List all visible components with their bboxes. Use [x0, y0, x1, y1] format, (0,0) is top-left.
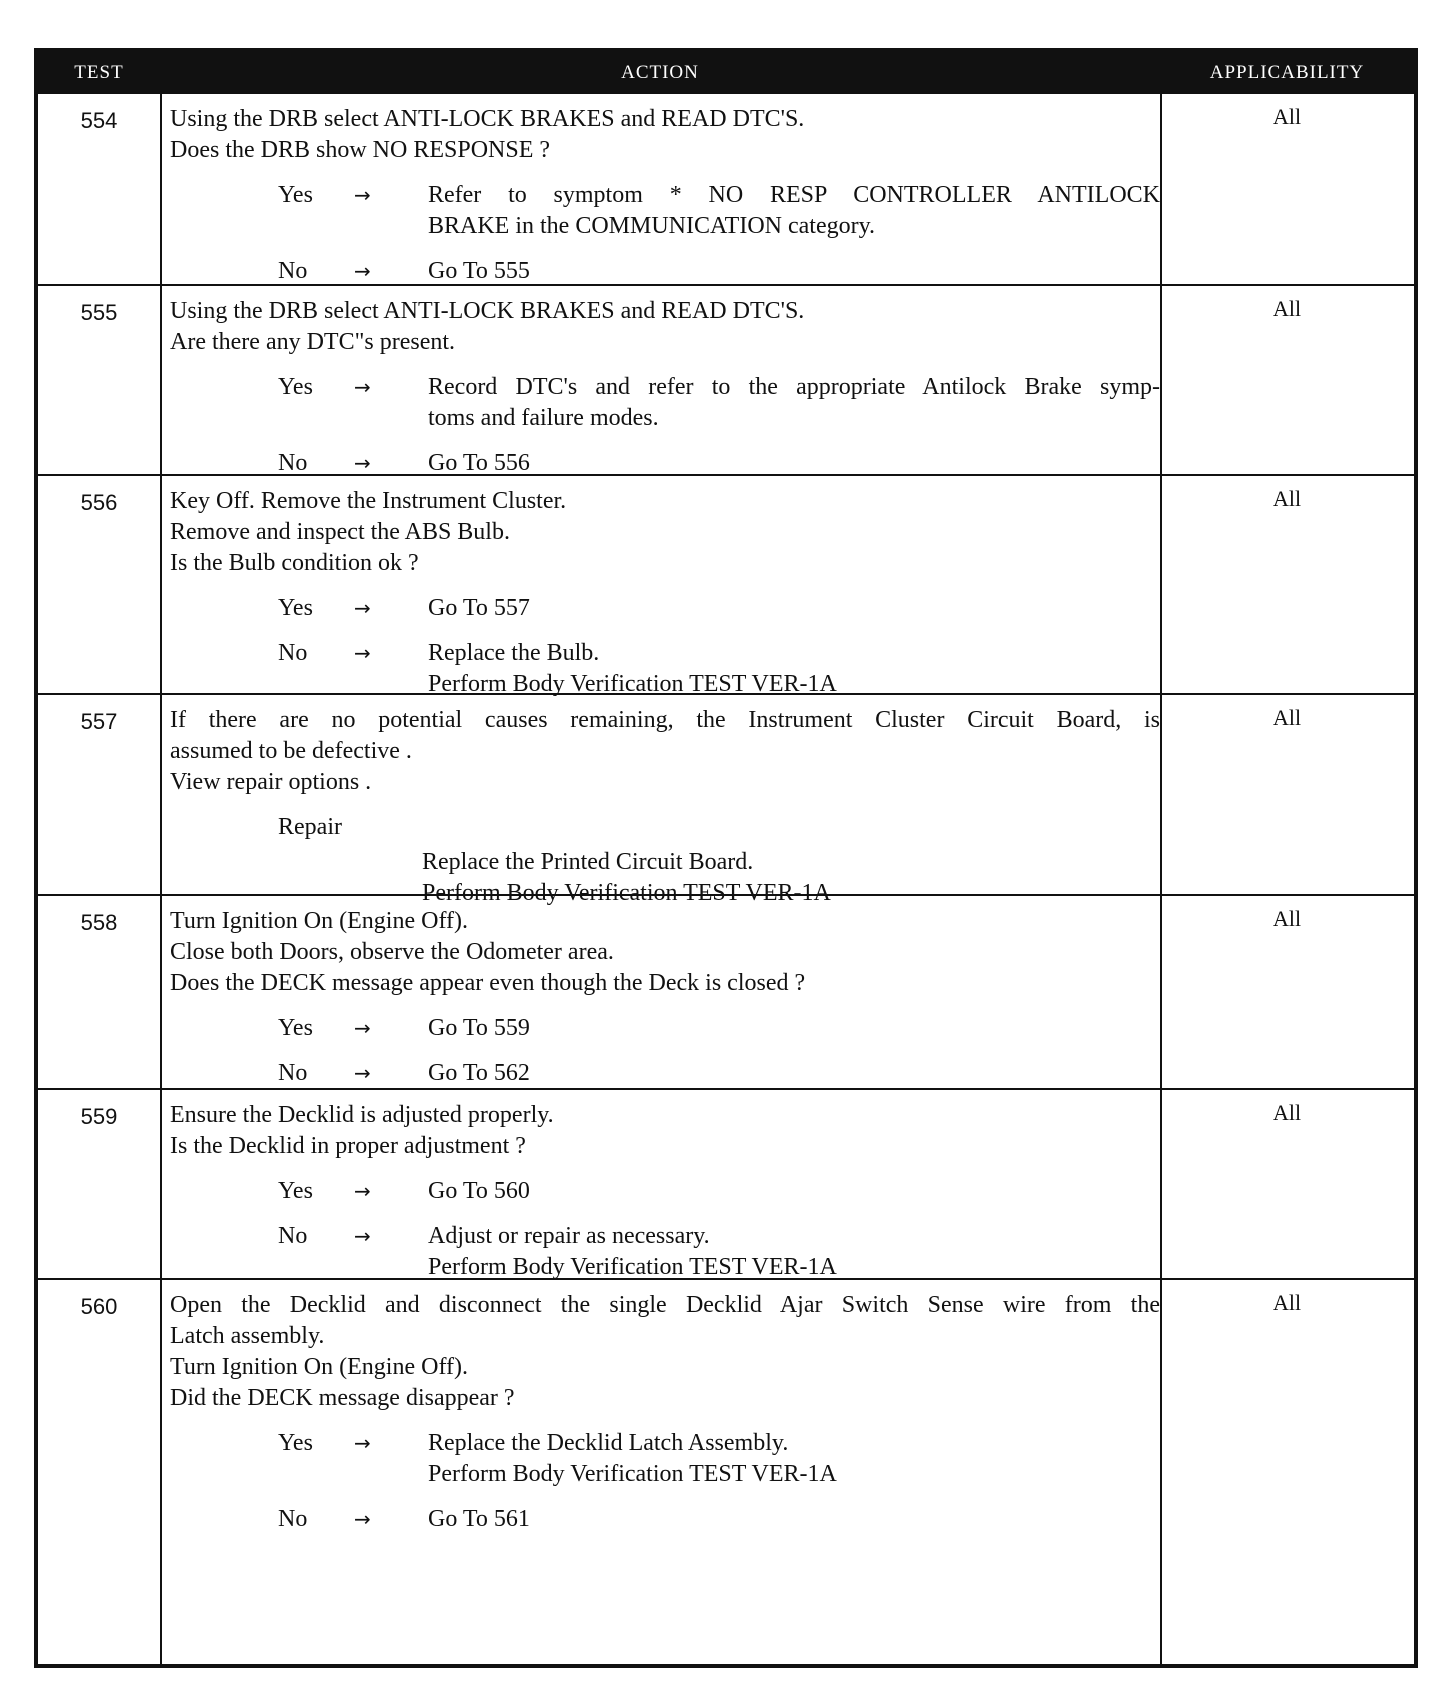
result-line: Go To 559 [428, 1015, 530, 1041]
test-number: 555 [80, 300, 118, 325]
no-branch [170, 1504, 1160, 1535]
yes-branch [170, 593, 1160, 624]
question-line: Are there any DTC"s present. [170, 329, 456, 355]
no-result [428, 1504, 1160, 1535]
yes-result [428, 1176, 1160, 1207]
table-row [38, 474, 1414, 695]
no-label: No [278, 1223, 308, 1249]
yes-result [428, 1428, 1160, 1490]
arrow-icon: → [354, 1061, 371, 1085]
result-line: Go To 562 [428, 1060, 530, 1086]
yes-label: Yes [278, 595, 313, 621]
question-line: Turn Ignition On (Engine Off). [170, 1354, 468, 1380]
question-line: Does the DECK message appear even though the Deck is closed ? [170, 970, 806, 996]
applicability-value: All [1272, 906, 1302, 931]
yes-result [428, 372, 1160, 434]
table-row [38, 1278, 1414, 1670]
question-line: Close both Doors, observe the Odometer area. [170, 939, 614, 965]
yes-branch [170, 1428, 1160, 1490]
no-result [428, 256, 1160, 287]
question-line: Open the Decklid and disconnect the single Decklid Ajar Switch Sense wire from the [170, 1292, 1160, 1318]
yes-result [428, 593, 1160, 624]
table-row [38, 1088, 1414, 1280]
result-line: Refer to symptom * NO RESP CONTROLLER ANTILOCK [428, 182, 1160, 208]
test-number: 558 [80, 910, 118, 935]
applicability-value: All [1272, 1290, 1302, 1315]
result-line: BRAKE in the COMMUNICATION category. [428, 213, 876, 239]
yes-label: Yes [278, 1430, 313, 1456]
result-line: Go To 557 [428, 595, 530, 621]
arrow-icon: → [354, 1507, 371, 1531]
question-line: Latch assembly. [170, 1323, 325, 1349]
table-row [38, 284, 1414, 476]
test-number: 557 [80, 709, 118, 734]
result-line: Perform Body Verification TEST VER-1A [428, 671, 837, 697]
test-number: 559 [80, 1104, 118, 1129]
result-line: Go To 560 [428, 1178, 530, 1204]
test-number: 554 [80, 108, 118, 133]
header-test: TEST [74, 62, 124, 83]
test-number: 560 [80, 1294, 118, 1319]
repair-label: Repair [278, 814, 342, 840]
yes-branch [170, 1013, 1160, 1044]
yes-label: Yes [278, 374, 313, 400]
arrow-icon: → [354, 641, 371, 665]
result-line: Go To 555 [428, 258, 530, 284]
result-line: Perform Body Verification TEST VER-1A [428, 1254, 837, 1280]
question-line: View repair options . [170, 769, 372, 795]
action-cell [170, 705, 1160, 909]
result-line: Replace the Decklid Latch Assembly. [428, 1430, 789, 1456]
no-label: No [278, 640, 308, 666]
yes-branch [170, 1176, 1160, 1207]
table-header [38, 52, 1414, 94]
result-line: Adjust or repair as necessary. [428, 1223, 710, 1249]
no-result [428, 1221, 1160, 1283]
action-cell [170, 906, 1160, 1089]
question-line: Using the DRB select ANTI-LOCK BRAKES and READ DTC'S. [170, 298, 805, 324]
result-line: Replace the Bulb. [428, 640, 600, 666]
no-branch [170, 256, 1160, 287]
action-cell [170, 1290, 1160, 1535]
no-branch [170, 1058, 1160, 1089]
applicability-value: All [1272, 296, 1302, 321]
repair-line: Replace the Printed Circuit Board. [422, 849, 754, 875]
arrow-icon: → [354, 1016, 371, 1040]
table-row [38, 693, 1414, 906]
arrow-icon: → [354, 596, 371, 620]
action-cell [170, 486, 1160, 700]
question-line: Ensure the Decklid is adjusted properly. [170, 1102, 554, 1128]
no-branch [170, 638, 1160, 700]
result-line: Perform Body Verification TEST VER-1A [428, 1461, 837, 1487]
no-label: No [278, 258, 308, 284]
result-line: toms and failure modes. [428, 405, 659, 431]
arrow-icon: → [354, 183, 371, 207]
repair-line: Perform Body Verification TEST VER-1A [422, 880, 831, 906]
question-line: assumed to be defective . [170, 738, 412, 764]
arrow-icon: → [354, 375, 371, 399]
question-line: If there are no potential causes remaining, the Instrument Cluster Circuit Board, is [170, 707, 1160, 733]
question-line: Remove and inspect the ABS Bulb. [170, 519, 510, 545]
question-line: Did the DECK message disappear ? [170, 1385, 515, 1411]
applicability-value: All [1272, 486, 1302, 511]
question-line: Using the DRB select ANTI-LOCK BRAKES and READ DTC'S. [170, 106, 805, 132]
applicability-value: All [1272, 1100, 1302, 1125]
action-cell [170, 296, 1160, 479]
diagnostic-table [34, 48, 1418, 1668]
result-line: Go To 556 [428, 450, 530, 476]
question-line: Is the Bulb condition ok ? [170, 550, 419, 576]
table-row [38, 894, 1414, 1090]
arrow-icon: → [354, 1179, 371, 1203]
question-line: Does the DRB show NO RESPONSE ? [170, 137, 551, 163]
arrow-icon: → [354, 259, 371, 283]
result-line: Go To 561 [428, 1506, 530, 1532]
applicability-value: All [1272, 104, 1302, 129]
test-number: 556 [80, 490, 118, 515]
yes-result [428, 1013, 1160, 1044]
arrow-icon: → [354, 1224, 371, 1248]
action-cell [170, 1100, 1160, 1283]
yes-result [428, 180, 1160, 242]
no-branch [170, 1221, 1160, 1283]
table-row [38, 94, 1414, 284]
no-result [428, 1058, 1160, 1089]
result-line: Record DTC's and refer to the appropriate Antilock Brake symp- [428, 374, 1160, 400]
header-action: ACTION [621, 62, 699, 83]
yes-branch [170, 180, 1160, 242]
yes-branch [170, 372, 1160, 434]
question-line: Turn Ignition On (Engine Off). [170, 908, 468, 934]
arrow-icon: → [354, 451, 371, 475]
header-applicability: APPLICABILITY [1209, 62, 1365, 83]
arrow-icon: → [354, 1431, 371, 1455]
no-label: No [278, 1060, 308, 1086]
question-line: Is the Decklid in proper adjustment ? [170, 1133, 526, 1159]
no-label: No [278, 1506, 308, 1532]
no-result [428, 638, 1160, 700]
yes-label: Yes [278, 1178, 313, 1204]
action-cell [170, 104, 1160, 287]
yes-label: Yes [278, 1015, 313, 1041]
no-label: No [278, 450, 308, 476]
applicability-value: All [1272, 705, 1302, 730]
yes-label: Yes [278, 182, 313, 208]
question-line: Key Off. Remove the Instrument Cluster. [170, 488, 567, 514]
